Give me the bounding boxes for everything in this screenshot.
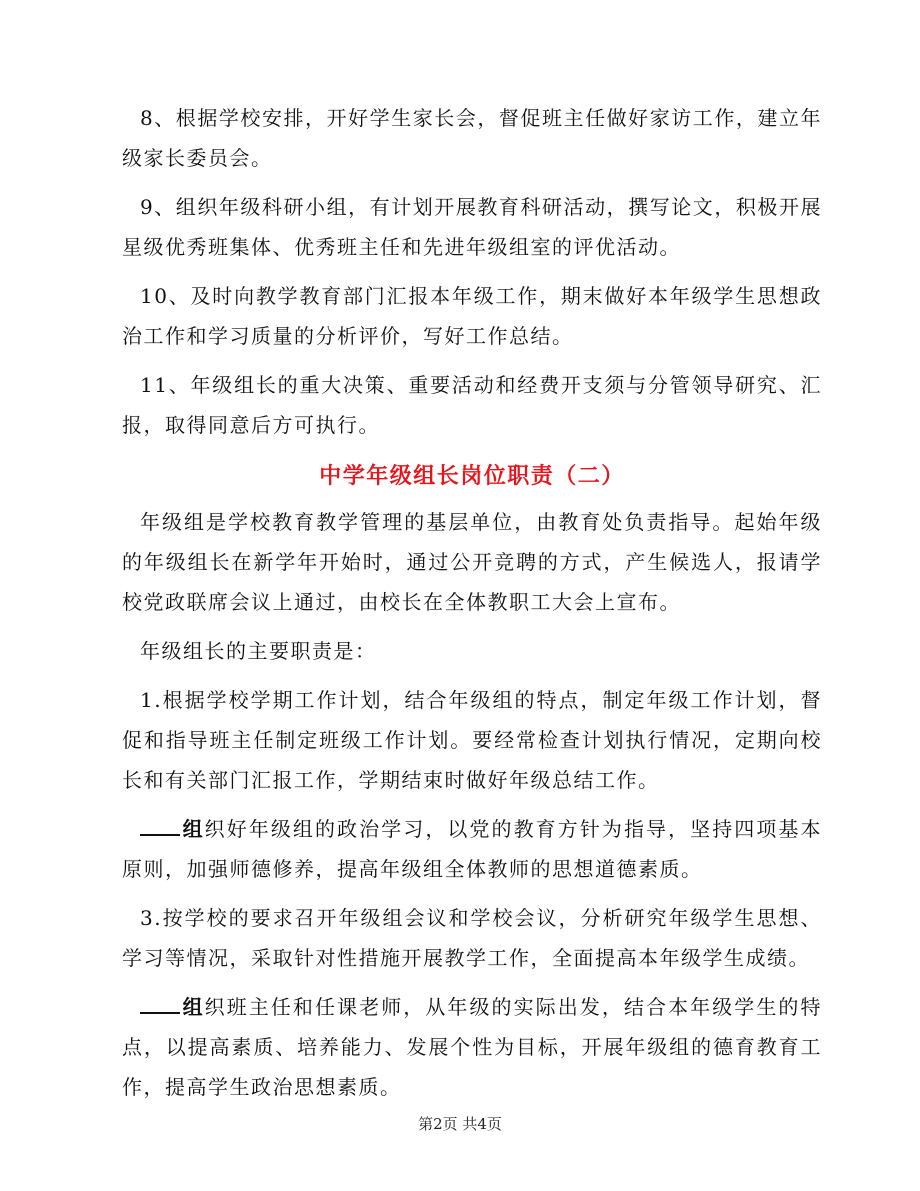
section-title: 中学年级组长岗位职责（二） <box>319 463 625 489</box>
paragraph-item-11: 11、年级组长的重大决策、重要活动和经费开支须与分管领导研究、汇报，取得同意后方可执行。 <box>122 373 822 437</box>
document-body <box>122 98 822 1116</box>
duty-item-4 <box>122 987 822 1107</box>
duty-item-1: 1.根据学校学期工作计划，结合年级组的特点，制定年级工作计划，督促和指导班主任制定班级工作计划。要经常检查计划执行情况，定期向校长和有关部门汇报工作，学期结束时做好年级总结工作。 <box>122 688 822 792</box>
duty-item-3: 3.按学校的要求召开年级组会议和学校会议，分析研究年级学生思想、学习等情况，采取针对性措施开展教学工作，全面提高本年级学生成绩。 <box>122 906 822 970</box>
duty-item-4-text: 织班主任和任课老师，从年级的实际出发，结合本年级学生的特点，以提高素质、培养能力、发展个性为目标，开展年级组的德育教育工作，提高学生政治思想素质。 <box>122 995 823 1099</box>
paragraph-item-8: 8、根据学校安排，开好学生家长会，督促班主任做好家访工作，建立年级家长委员会。 <box>122 106 822 170</box>
fill-blank <box>140 816 180 836</box>
paragraph-item-9: 9、组织年级科研小组，有计划开展教育科研活动，撰写论文，积极开展星级优秀班集体、优秀班主任和先进年级组室的评优活动。 <box>122 195 822 259</box>
intro-paragraph: 年级组是学校教育教学管理的基层单位，由教育处负责指导。起始年级的年级组长在新学年开始时，通过公开竞聘的方式，产生候选人，报请学校党政联席会议上通过，由校长在全体教职工大会上宣布。 <box>122 510 822 614</box>
duty-item-2 <box>122 809 822 889</box>
duties-heading: 年级组长的主要职责是： <box>140 639 377 663</box>
page-number: 第2页 共4页 <box>418 1115 502 1133</box>
duty-item-2-text: 织好年级组的政治学习，以党的教育方针为指导，坚持四项基本原则，加强师德修养，提高年级组全体教师的思想道德素质。 <box>122 817 823 881</box>
fill-blank <box>140 994 180 1014</box>
duty-item-4-first-char: 组 <box>182 995 205 1019</box>
duty-item-2-first-char: 组 <box>182 817 205 841</box>
paragraph-item-10: 10、及时向教学教育部门汇报本年级工作，期末做好本年级学生思想政治工作和学习质量的分析评价，写好工作总结。 <box>122 284 822 348</box>
